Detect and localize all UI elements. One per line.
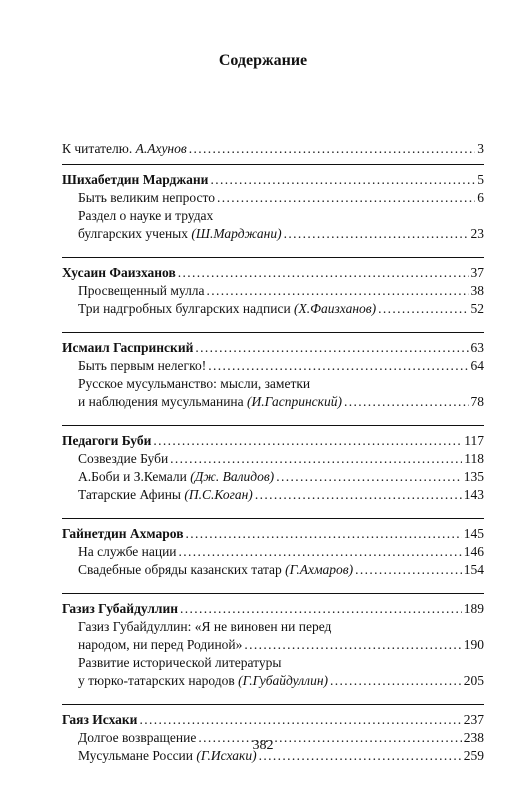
toc-item-page: 38 [470,283,484,298]
dot-leader [153,432,462,450]
toc-item-page: 259 [463,748,484,763]
toc-item [62,486,484,504]
toc-item-page: 64 [470,358,484,373]
toc-item-page: 190 [463,637,484,652]
section-heading [62,264,484,282]
toc-item-title: Три надгробных булгарских надписи [78,301,295,316]
section-page: 117 [464,433,484,448]
toc-item [62,561,484,579]
table-of-contents [62,140,484,765]
toc-item-title: Свадебные обряды казанских татар [78,562,286,577]
section-name: Педагоги Буби [62,433,152,448]
toc-item-line: Русское мусульманство: мысли, заметки [78,376,311,391]
section-divider [62,593,484,594]
toc-item-author: (Г.Исхаки) [196,748,257,763]
toc-item [62,468,484,486]
dot-leader [189,140,476,158]
toc-item-page: 6 [477,190,484,205]
toc-item-title: и наблюдения мусульманина [78,394,248,409]
toc-item-text [78,450,168,468]
toc-item-title: народом, ни перед Родиной» [78,637,243,652]
toc-item-title: На службе нации [78,544,177,559]
toc-item-text [78,282,205,300]
dot-leader [244,636,461,654]
toc-item-author: (Г.Губайдуллин) [238,673,329,688]
dot-leader [284,225,469,243]
toc-item-title: Просвещенный мулла [78,283,205,298]
section-name: Хусаин Фаизханов [62,265,176,280]
dot-leader [344,393,469,411]
toc-item-page: 78 [470,394,484,409]
toc-item [62,357,484,375]
toc-item-text [78,468,274,486]
section-name: Исмаил Гаспринский [62,340,194,355]
dot-leader [210,171,475,189]
toc-intro-text [62,140,187,158]
dot-leader [255,486,462,504]
section-page: 37 [470,265,484,280]
toc-item-text [78,357,206,375]
toc-item-page: 205 [463,673,484,688]
page-number: 382 [252,738,274,753]
toc-item [62,543,484,561]
toc-item-page: 154 [463,562,484,577]
toc-item-author: (Ш.Марджани) [191,226,282,241]
toc-item-page: 135 [463,469,484,484]
toc-item-line: Газиз Губайдуллин: «Я не виновен ни перед [78,619,332,634]
toc-item-text [78,543,177,561]
dot-leader [207,282,469,300]
dot-leader [330,672,462,690]
section-page: 5 [477,172,484,187]
toc-item-line: Развитие исторической литературы [78,655,282,670]
dot-leader [178,264,469,282]
section-page: 237 [463,712,484,727]
toc-intro-entry [62,140,484,158]
toc-item-line: Раздел о науке и трудах [78,208,214,223]
toc-item-page: 146 [463,544,484,559]
section-divider [62,332,484,333]
section-divider [62,704,484,705]
toc-item-title: у тюрко-татарских народов [78,673,239,688]
toc-item-title: Долгое возвращение [78,730,197,745]
toc-item-title: Быть первым нелегко! [78,358,207,373]
toc-item [62,282,484,300]
toc-item [62,300,484,318]
dot-leader [276,468,462,486]
toc-item-author: (Х.Фаизханов) [294,301,377,316]
dot-leader [378,300,468,318]
section-heading [62,339,484,357]
toc-item-title: Созвездие Буби [78,451,169,466]
toc-item-title: Быть великим непросто [78,190,215,205]
dot-leader [179,543,462,561]
dot-leader [195,339,468,357]
section-name: Газиз Губайдуллин [62,601,179,616]
toc-item-text [78,189,215,207]
toc-item-text [78,300,376,318]
toc-item-page: 238 [463,730,484,745]
toc-item-text [78,636,242,654]
section-heading [62,525,484,543]
dot-leader [180,600,462,618]
toc-item-author: (Дж. Валидов) [190,469,275,484]
section-divider [62,518,484,519]
section-divider [62,425,484,426]
toc-item-text [78,393,342,411]
section-heading [62,600,484,618]
toc-item-page: 118 [464,451,484,466]
section-page: 189 [463,601,484,616]
section-name: Гаяз Исхаки [62,712,138,727]
toc-item-title: А.Боби и З.Кемали [78,469,191,484]
toc-item [62,393,484,411]
section-name: Шихабетдин Марджани [62,172,209,187]
toc-item-author: (И.Гаспринский) [247,394,342,409]
section-page: 145 [463,526,484,541]
section-divider [62,257,484,258]
toc-item [62,225,484,243]
toc-item [62,450,484,468]
section-divider [62,164,484,165]
dot-leader [355,561,462,579]
toc-item [62,672,484,690]
toc-item [62,189,484,207]
toc-item-text [78,486,253,504]
dot-leader [208,357,468,375]
page-title: Содержание [218,52,308,69]
toc-item-author: (П.С.Коган) [184,487,253,502]
toc-item-title: Мусульмане России [78,748,197,763]
toc-item [62,636,484,654]
dot-leader [217,189,475,207]
toc-item-text [78,225,282,243]
dot-leader [185,525,461,543]
section-page: 63 [470,340,484,355]
toc-item-page: 23 [470,226,484,241]
section-heading [62,171,484,189]
toc-item-text [78,561,353,579]
toc-sections [62,164,484,765]
toc-intro-label: К читателю. [62,141,136,156]
toc-item-text [78,672,328,690]
toc-item-title: Татарские Афины [78,487,185,502]
toc-intro-page: 3 [477,141,484,156]
dot-leader [139,711,461,729]
section-name: Гайнетдин Ахмаров [62,526,184,541]
toc-item-title: булгарских ученых [78,226,192,241]
section-heading [62,432,484,450]
toc-item-author: (Г.Ахмаров) [285,562,354,577]
section-heading [62,711,484,729]
toc-item-page: 143 [463,487,484,502]
toc-item-page: 52 [470,301,484,316]
toc-intro-author: А.Ахунов [135,141,187,156]
dot-leader [170,450,462,468]
